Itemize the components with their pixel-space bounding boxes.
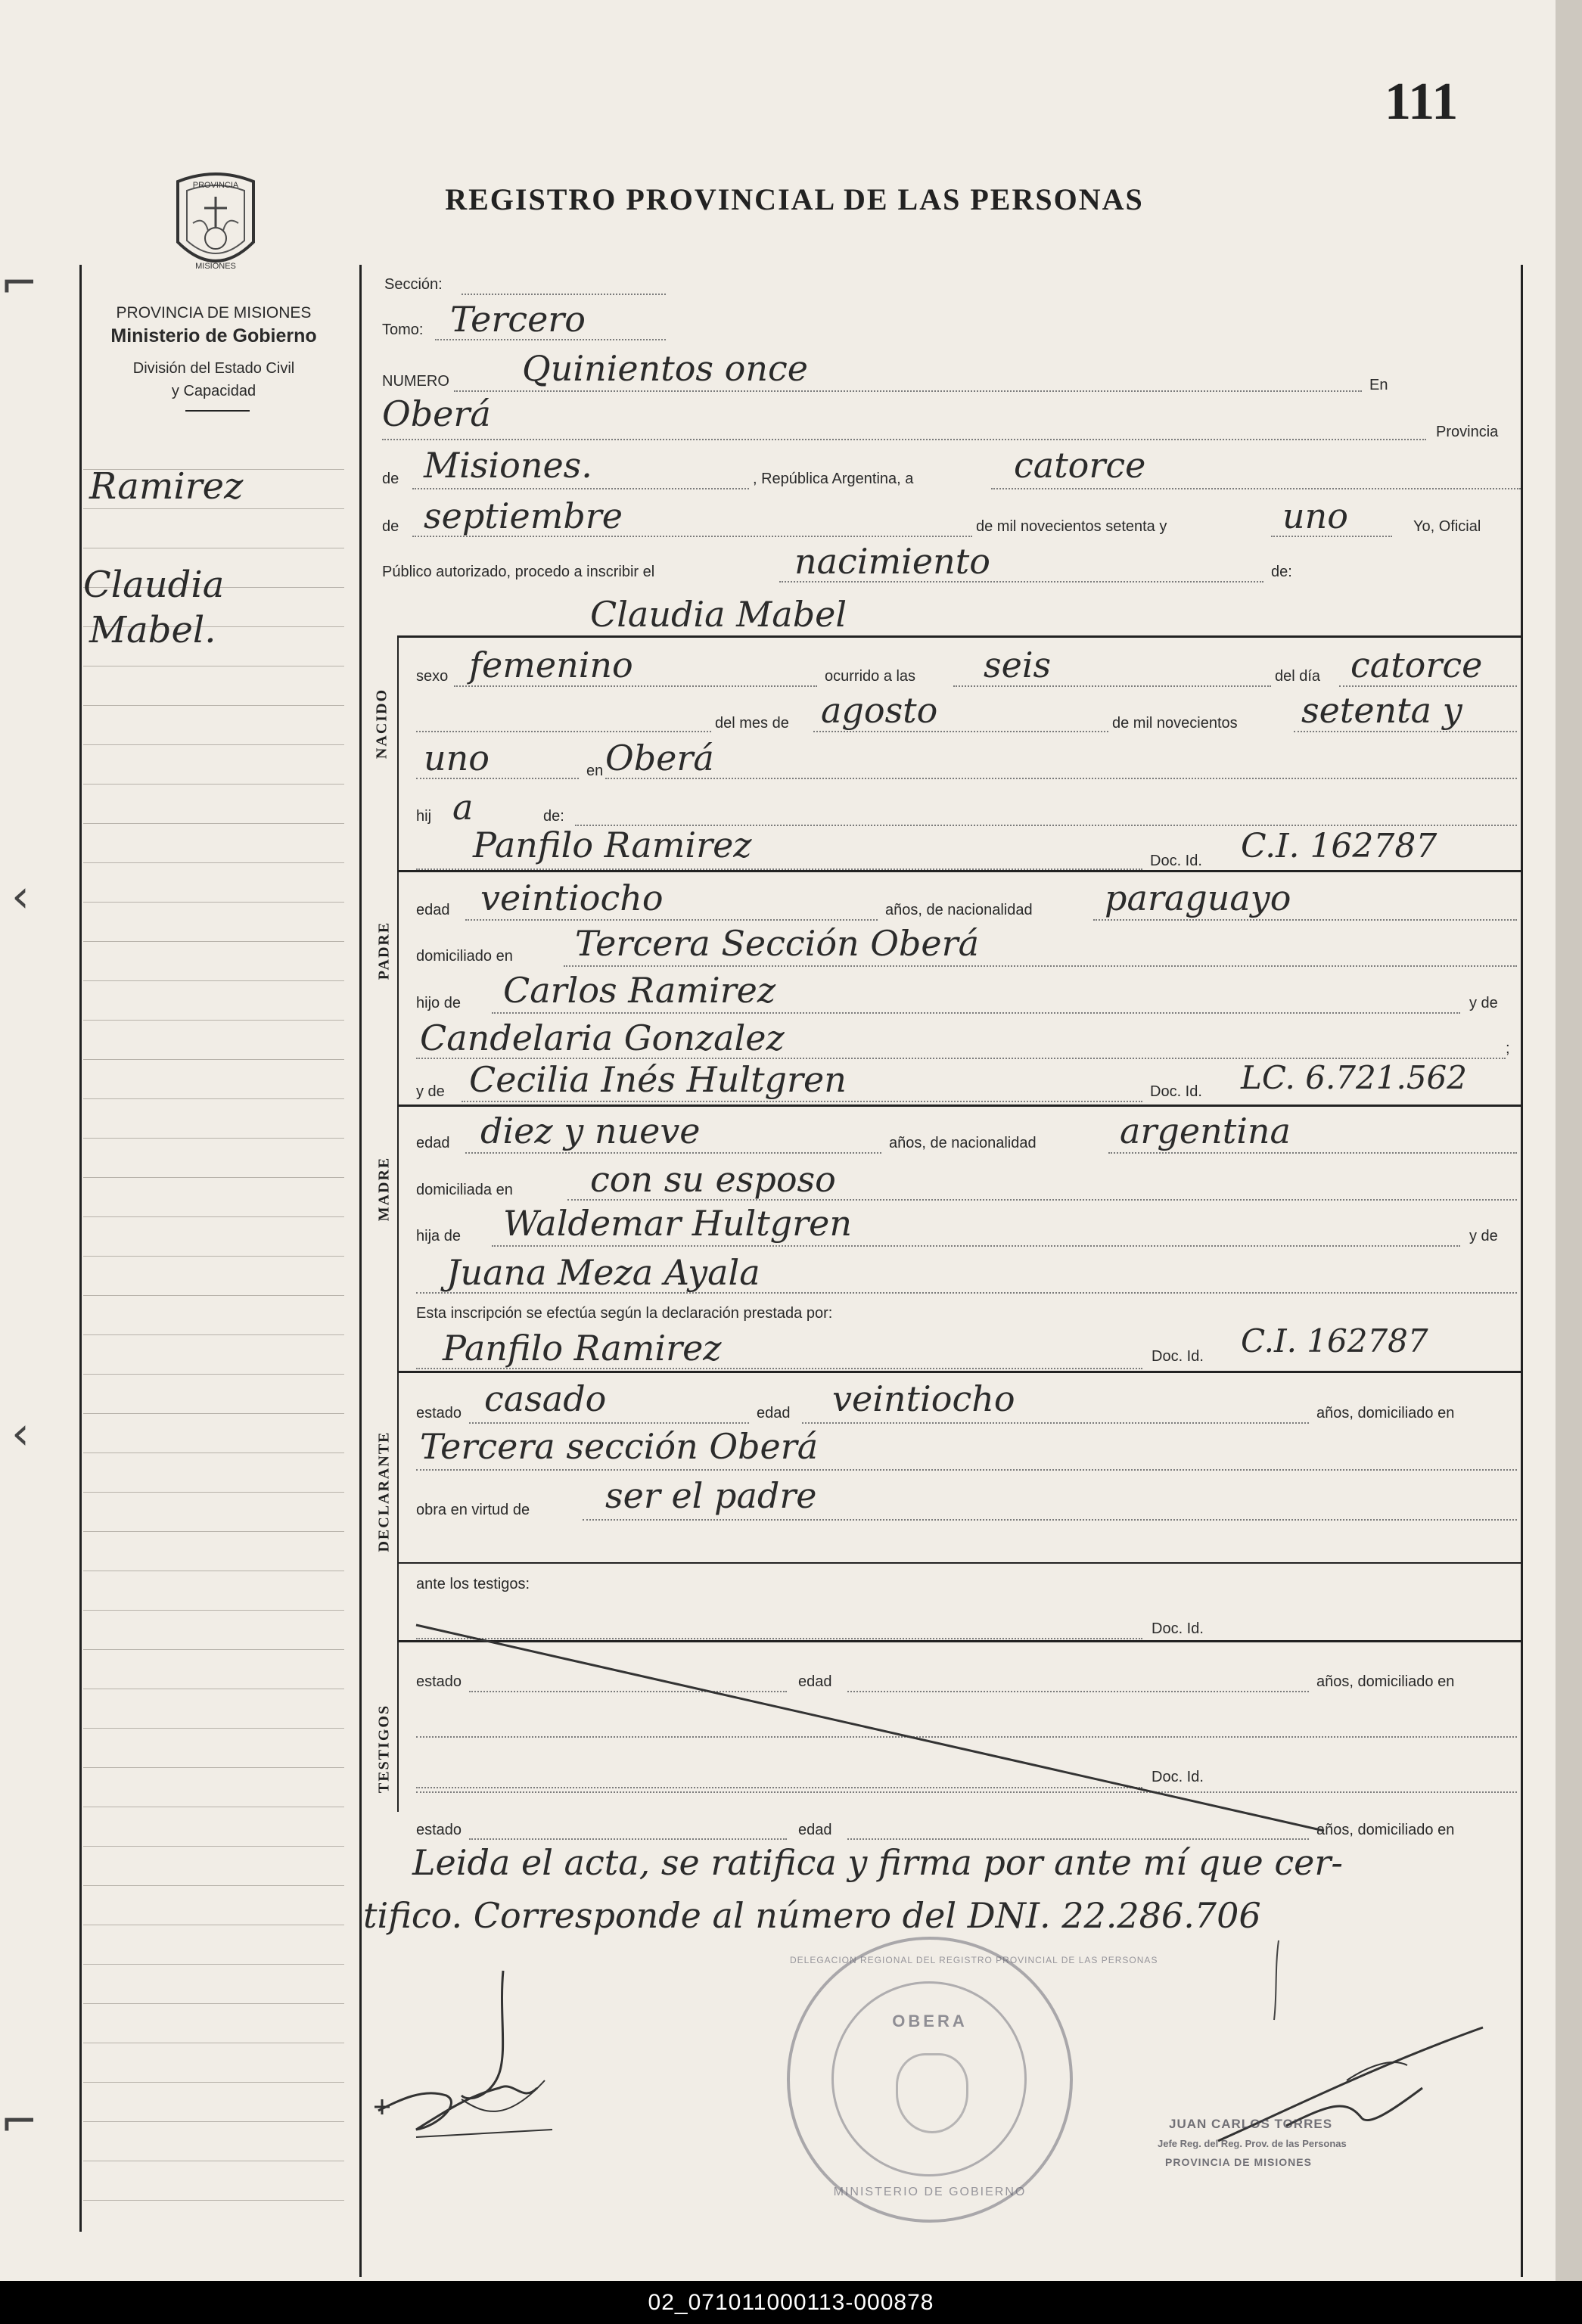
margin-name-2: Mabel. bbox=[89, 609, 216, 651]
padre-side-label: PADRE bbox=[375, 921, 393, 980]
page-number: 111 bbox=[1385, 73, 1459, 131]
provincia-label: Provincia bbox=[1436, 424, 1499, 440]
madre-abuela-value: Juana Meza Ayala bbox=[446, 1252, 760, 1293]
madre-nac-value: argentina bbox=[1120, 1111, 1291, 1151]
binder-hook-icon: ‹ bbox=[11, 870, 30, 923]
emblem-bottom-text: MISIONES bbox=[195, 262, 236, 271]
declarante-side-label: DECLARANTE bbox=[375, 1431, 393, 1552]
testigo2-doc-label: Doc. Id. bbox=[1152, 1769, 1204, 1785]
left-margin-line bbox=[79, 265, 82, 2232]
dia-nac-value: catorce bbox=[1350, 645, 1483, 685]
madre-side-label: MADRE bbox=[375, 1156, 393, 1222]
anio-nac-value: setenta y bbox=[1301, 690, 1462, 731]
officer-stamp-line-2: Jefe Reg. del Reg. Prov. de las Personas bbox=[1158, 2138, 1347, 2149]
stamp-center-text: OBERA bbox=[892, 2012, 968, 2030]
testigo2-edad-label: edad bbox=[798, 1822, 832, 1838]
declarante-obra-label: obra en virtud de bbox=[416, 1502, 530, 1518]
mes-nac-value: agosto bbox=[821, 690, 938, 731]
emblem-top-text: PROVINCIA bbox=[192, 181, 239, 190]
seccion-label: Sección: bbox=[384, 276, 443, 293]
footer-id: 02_071011000113-000878 bbox=[0, 2281, 1582, 2324]
declarante-estado-value: casado bbox=[484, 1378, 607, 1419]
en-label: En bbox=[1369, 377, 1388, 393]
nacido-side-label: NACIDO bbox=[373, 688, 390, 760]
testigos-ante-label: ante los testigos: bbox=[416, 1576, 530, 1592]
testigo2-anios-label: años, domiciliado en bbox=[1316, 1822, 1455, 1838]
provincia-value: Misiones. bbox=[424, 445, 592, 486]
ministry-line-4: y Capacidad bbox=[171, 383, 256, 399]
anio-value: uno bbox=[1282, 496, 1348, 536]
officer-stamp-line-1: JUAN CARLOS TORRES bbox=[1169, 2117, 1333, 2131]
binder-hook-icon: ‹ bbox=[11, 1407, 30, 1460]
section-label-line bbox=[397, 635, 399, 1812]
ocurrido-label: ocurrido a las bbox=[825, 668, 916, 685]
publico-label: Público autorizado, procedo a inscribir el bbox=[382, 564, 655, 580]
padre-hijo-value: Carlos Ramirez bbox=[503, 970, 776, 1011]
official-round-stamp bbox=[787, 1937, 1158, 2223]
oficial-label: Yo, Oficial bbox=[1413, 518, 1481, 535]
hora-value: seis bbox=[984, 645, 1052, 685]
padre-yde-label: y de bbox=[1469, 995, 1498, 1011]
declarant-signature bbox=[371, 1967, 605, 2148]
declarante-nombre: Panfilo Ramirez bbox=[443, 1328, 722, 1369]
margin-name-1: Claudia bbox=[83, 564, 225, 606]
declarante-top-rule bbox=[397, 1371, 1521, 1373]
madre-dom-label: domiciliada en bbox=[416, 1182, 513, 1198]
padre-doc-label: Doc. Id. bbox=[1150, 853, 1202, 869]
binder-edge bbox=[1556, 0, 1582, 2281]
binder-hook-icon: ⌐ bbox=[0, 2096, 39, 2148]
testigo1-edad-label: edad bbox=[798, 1673, 832, 1690]
stamp-bottom-text: MINISTERIO DE GOBIERNO bbox=[833, 2186, 1027, 2198]
declarante-doc-value: C.I. 162787 bbox=[1241, 1322, 1428, 1359]
declarante-edad-label: edad bbox=[757, 1405, 791, 1421]
testigos-side-label: TESTIGOS bbox=[375, 1704, 393, 1794]
declarante-edad-value: veintiocho bbox=[832, 1378, 1015, 1419]
binder-hook-icon: ⌐ bbox=[0, 257, 39, 310]
ministry-divider bbox=[185, 410, 250, 412]
tomo-label: Tomo: bbox=[382, 322, 424, 338]
hij-value: a bbox=[452, 787, 474, 828]
hij-label: hij bbox=[416, 808, 432, 825]
numero-label: NUMERO bbox=[382, 373, 449, 390]
anio2-nac-value: uno bbox=[424, 738, 490, 778]
padre-nac-label: años, de nacionalidad bbox=[885, 902, 1033, 918]
acto-value: nacimiento bbox=[794, 541, 990, 582]
de-label: de bbox=[382, 471, 399, 487]
closing-line-2: tifico. Corresponde al número del DNI. 22.286.706 bbox=[363, 1895, 1261, 1936]
madre-hija-label: hija de bbox=[416, 1228, 461, 1244]
en-nac-label: en bbox=[586, 763, 604, 779]
testigo2-estado-label: estado bbox=[416, 1822, 462, 1838]
provincial-emblem bbox=[163, 166, 269, 287]
de3-label: de: bbox=[1271, 564, 1292, 580]
madre-doc-value: LC. 6.721.562 bbox=[1241, 1059, 1467, 1096]
testigo1-anios-label: años, domiciliado en bbox=[1316, 1673, 1455, 1690]
declarante-anios-label: años, domiciliado en bbox=[1316, 1405, 1455, 1421]
declarante-doc-label: Doc. Id. bbox=[1152, 1348, 1204, 1365]
officer-stamp-line-3: PROVINCIA DE MISIONES bbox=[1165, 2156, 1312, 2168]
stamp-ring-text: DELEGACION REGIONAL DEL REGISTRO PROVINCIAL DE LAS PERSONAS bbox=[790, 1955, 1158, 1965]
declarante-estado-label: estado bbox=[416, 1405, 462, 1421]
nacido-nombre: Claudia Mabel bbox=[590, 594, 847, 635]
declarante-intro: Esta inscripción se efectúa según la declaración prestada por: bbox=[416, 1305, 833, 1322]
declarante-bottom-rule bbox=[397, 1562, 1521, 1564]
padre-top-rule bbox=[397, 870, 1521, 872]
madre-edad-label: edad bbox=[416, 1135, 450, 1151]
dia-label: del día bbox=[1275, 668, 1321, 685]
sexo-value: femenino bbox=[469, 645, 633, 685]
padre-nombre: Panfilo Ramirez bbox=[473, 825, 752, 865]
madre-yde-label: y de bbox=[416, 1083, 445, 1100]
page-title: REGISTRO PROVINCIAL DE LAS PERSONAS bbox=[445, 182, 1144, 216]
padre-madre-value: Candelaria Gonzalez bbox=[420, 1018, 785, 1058]
madre-nac-label: años, de nacionalidad bbox=[889, 1135, 1037, 1151]
stamp-emblem-icon bbox=[896, 2053, 968, 2133]
padre-semicolon: ; bbox=[1506, 1040, 1510, 1057]
lugar-value: Oberá bbox=[382, 393, 491, 434]
madre-top-rule bbox=[397, 1105, 1521, 1107]
padre-dom-label: domiciliado en bbox=[416, 948, 513, 965]
testigo1-doc-label: Doc. Id. bbox=[1152, 1620, 1204, 1637]
madre-hija-value: Waldemar Hultgren bbox=[503, 1203, 852, 1244]
de-nac-label: de: bbox=[543, 808, 564, 825]
declarante-dom-value: Tercera sección Oberá bbox=[420, 1426, 819, 1467]
de2-label: de bbox=[382, 518, 399, 535]
mes-nac-label: del mes de bbox=[715, 715, 789, 732]
ministry-line-1: PROVINCIA DE MISIONES bbox=[116, 304, 312, 322]
mil-label: de mil novecientos setenta y bbox=[976, 518, 1167, 535]
testigos-cancel-stroke bbox=[409, 1619, 1332, 1838]
numero-value: Quinientos once bbox=[522, 348, 808, 389]
mil-nac-label: de mil novecientos bbox=[1112, 715, 1238, 732]
madre-dom-value: con su esposo bbox=[590, 1159, 836, 1200]
nacido-top-rule bbox=[397, 635, 1521, 638]
padre-edad-value: veintiocho bbox=[480, 878, 664, 918]
closing-line-1: Leida el acta, se ratifica y firma por ante mí que cer- bbox=[412, 1842, 1343, 1883]
madre-doc-label: Doc. Id. bbox=[1150, 1083, 1202, 1100]
padre-dom-value: Tercera Sección Oberá bbox=[575, 923, 980, 964]
madre-nombre: Cecilia Inés Hultgren bbox=[469, 1059, 847, 1100]
padre-doc-value: C.I. 162787 bbox=[1241, 827, 1437, 865]
mes-value: septiembre bbox=[424, 496, 623, 536]
margin-column-line bbox=[359, 265, 362, 2277]
margin-surname: Ramirez bbox=[89, 465, 244, 508]
lugar-nac-value: Oberá bbox=[605, 738, 714, 778]
ministry-line-3: División del Estado Civil bbox=[132, 360, 295, 377]
sexo-label: sexo bbox=[416, 668, 449, 685]
padre-hijo-label: hijo de bbox=[416, 995, 461, 1011]
tomo-value: Tercero bbox=[450, 299, 586, 340]
testigo1-estado-label: estado bbox=[416, 1673, 462, 1690]
dia-value: catorce bbox=[1014, 445, 1146, 486]
padre-nac-value: paraguayo bbox=[1105, 878, 1291, 918]
republica-label: , República Argentina, a bbox=[753, 471, 914, 487]
declarante-obra-value: ser el padre bbox=[605, 1475, 817, 1516]
madre-edad-value: diez y nueve bbox=[480, 1111, 701, 1151]
madre-yde2-label: y de bbox=[1469, 1228, 1498, 1244]
padre-edad-label: edad bbox=[416, 902, 450, 918]
ministry-line-2: Ministerio de Gobierno bbox=[110, 325, 317, 346]
